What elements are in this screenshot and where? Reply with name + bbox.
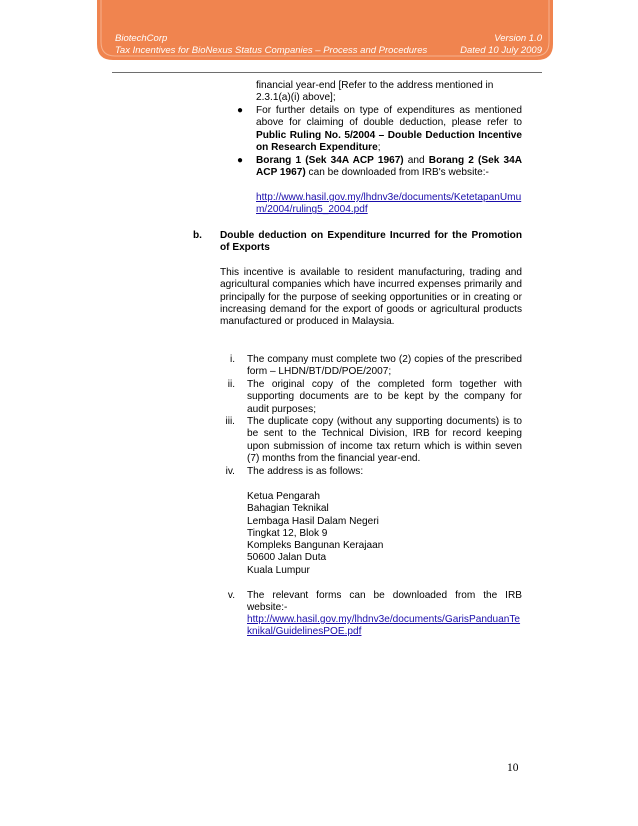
header-company: BiotechCorp bbox=[115, 33, 168, 44]
item-number: iv. bbox=[225, 466, 235, 477]
public-ruling-reference: Public Ruling No. 5/2004 – Double Deduction Incentive on Research Expenditure bbox=[256, 129, 522, 153]
address-line: Lembaga Hasil Dalam Negeri bbox=[247, 515, 379, 527]
item-number: ii. bbox=[227, 379, 235, 390]
continuation-line-1: financial year-end [Refer to the address mentioned in bbox=[256, 80, 494, 91]
header-date: Dated 10 July 2009 bbox=[460, 45, 542, 56]
continuation-text bbox=[256, 80, 522, 105]
item-text: The company must complete two (2) copies of the prescribed form – LHDN/BT/DD/POE/2007; bbox=[247, 354, 522, 378]
poe-guidelines-link[interactable]: http://www.hasil.gov.my/lhdnv3e/documents/GarisPanduanTeknikal/GuidelinesPOE.pdf bbox=[247, 614, 521, 638]
section-b-intro: This incentive is available to resident manufacturing, trading and agricultural companies which have incurred expenses primarily and principally for the purpose of seeking opportunities or in creating or increasing demand for the export of goods or agricultural products manufactured or produced in Malaysia. bbox=[220, 267, 522, 328]
bullet1-text: For further details on type of expenditures as mentioned above for claiming of double deduction, please refer to bbox=[256, 105, 522, 129]
address-line: 50600 Jalan Duta bbox=[247, 552, 327, 564]
bullet-public-ruling bbox=[256, 105, 522, 154]
section-b-heading: Double deduction on Expenditure Incurred for the Promotion of Exports bbox=[220, 230, 522, 254]
item-text: The relevant forms can be downloaded from the IRB website:- bbox=[247, 590, 522, 614]
borang-2-label: Borang 2 (Sek 34A ACP 1967) bbox=[256, 155, 522, 179]
header-version: Version 1.0 bbox=[494, 33, 542, 44]
address-line: Kuala Lumpur bbox=[247, 564, 310, 576]
address-line: Bahagian Teknikal bbox=[247, 503, 329, 515]
ruling-download-link[interactable]: http://www.hasil.gov.my/lhdnv3e/documents/KetetapanUmum/2004/ruling5_2004.pdf bbox=[256, 192, 522, 216]
address-line: Tingkat 12, Blok 9 bbox=[247, 527, 328, 539]
bullet-dot: ● bbox=[237, 105, 244, 116]
item-number: iii. bbox=[225, 416, 235, 427]
header-doc-title: Tax Incentives for BioNexus Status Companies – Process and Procedures bbox=[115, 45, 428, 56]
bullet-dot: ● bbox=[237, 155, 244, 166]
borang-1-label: Borang 1 (Sek 34A ACP 1967) bbox=[256, 155, 404, 166]
bullet2-and: and bbox=[403, 155, 429, 166]
bullet2-rest: can be downloaded from IRB's website:- bbox=[305, 167, 489, 179]
item-text: The original copy of the completed form together with supporting documents are to be kept by the company for audit purposes; bbox=[247, 379, 522, 415]
continuation-line-2: 2.3.1(a)(i) above]; bbox=[256, 92, 336, 104]
address-line: Kompleks Bangunan Kerajaan bbox=[247, 540, 384, 552]
item-number: i. bbox=[229, 354, 235, 365]
bullet-borang-forms bbox=[256, 155, 522, 180]
address-block bbox=[247, 491, 522, 577]
item-text: The address is as follows: bbox=[247, 466, 364, 477]
section-b-label: b. bbox=[193, 230, 202, 241]
address-line: Ketua Pengarah bbox=[247, 491, 320, 502]
page-number: 10 bbox=[507, 762, 519, 774]
item-number: v. bbox=[227, 590, 235, 601]
header-divider bbox=[112, 72, 542, 73]
bullet1-end: ; bbox=[377, 141, 381, 153]
item-text: The duplicate copy (without any supporting documents) is to be sent to the Technical Division, IRB for record keeping upon submission of income tax return which is within seven (7) months from the financial year-end. bbox=[247, 416, 522, 464]
